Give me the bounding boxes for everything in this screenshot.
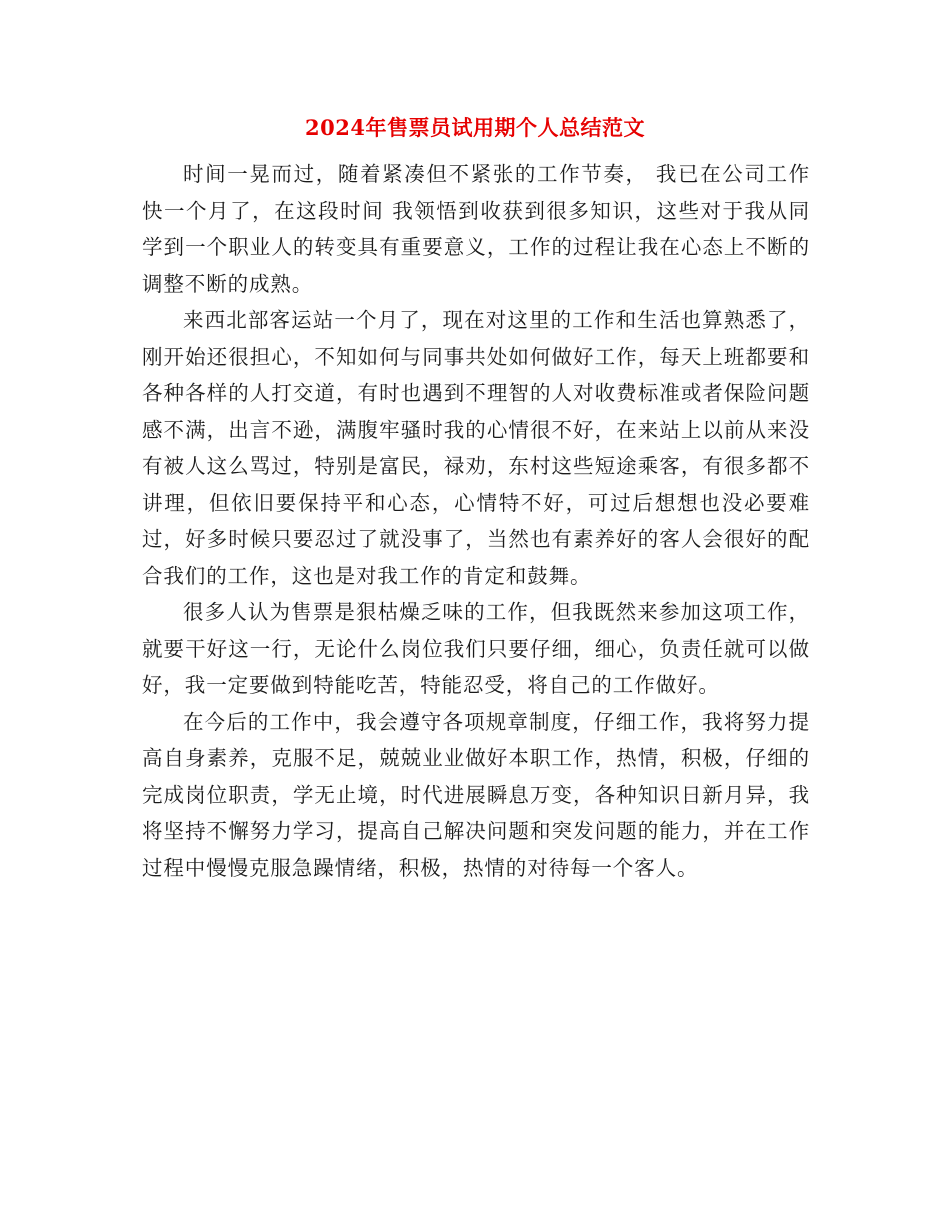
document-body xyxy=(142,156,810,886)
paragraph-1: 时间一晃而过，随着紧凑但不紧张的工作节奏， 我已在公司工作快一个月了，在这段时间 我领悟到收获到很多知识，这些对于我从同学到一个职业人的转变具有重要意义，工作的过程让我在心态上不断的调整不断的成熟。 xyxy=(142,162,810,296)
paragraph-3: 很多人认为售票是狠枯燥乏味的工作，但我既然来参加这项工作，就要干好这一行，无论什么岗位我们只要仔细，细心，负责任就可以做好，我一定要做到特能吃苦，特能忍受，将自己的工作做好。 xyxy=(142,600,810,697)
paragraph-2: 来西北部客运站一个月了，现在对这里的工作和生活也算熟悉了，刚开始还很担心，不知如何与同事共处如何做好工作，每天上班都要和各种各样的人打交道，有时也遇到不理智的人对收费标准或者保险问题感不满，出言不逊，满腹牢骚时我的心情很不好，在来站上以前从来没有被人这么骂过，特别是富民，禄劝，东村这些短途乘客，有很多都不讲理，但依旧要保持平和心态，心情特不好，可过后想想也没必要难过，好多时候只要忍过了就没事了，当然也有素养好的客人会很好的配合我们的工作，这也是对我工作的肯定和鼓舞。 xyxy=(142,308,810,588)
paragraph-4: 在今后的工作中，我会遵守各项规章制度，仔细工作，我将努力提高自身素养，克服不足，兢兢业业做好本职工作，热情，积极，仔细的完成岗位职责，学无止境，时代进展瞬息万变，各种知识日新月异，我将坚持不懈努力学习，提高自己解决问题和突发问题的能力，并在工作过程中慢慢克服急躁情绪，积极，热情的对待每一个客人。 xyxy=(142,709,810,880)
document-title: 2024年售票员试用期个人总结范文 xyxy=(305,115,645,140)
